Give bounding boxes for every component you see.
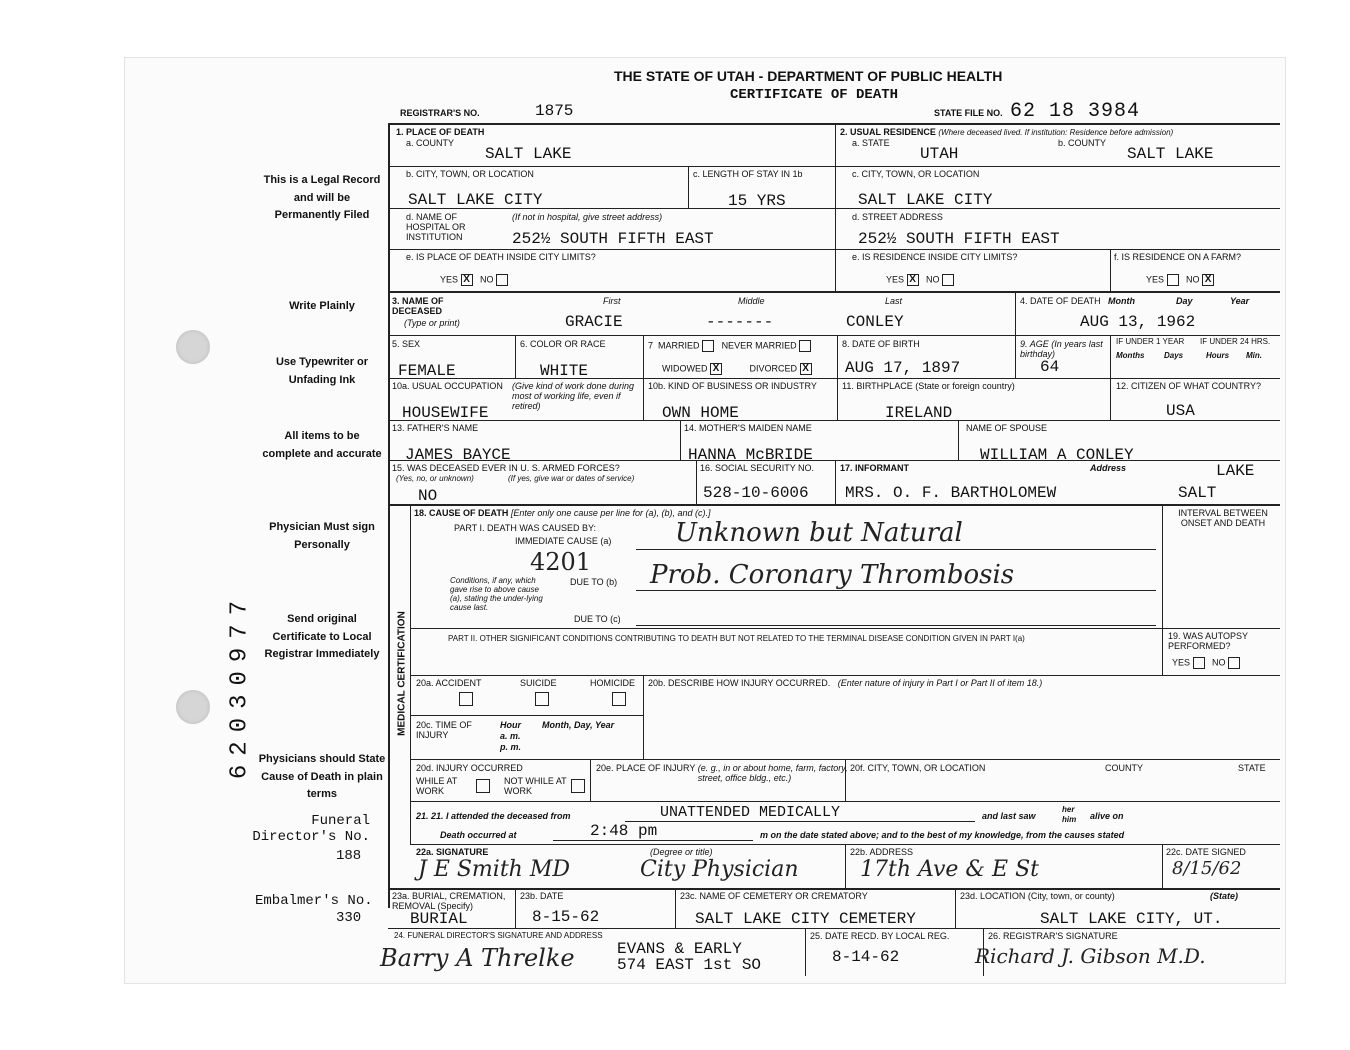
medical-certification-label: MEDICAL CERTIFICATION xyxy=(396,611,408,736)
cause-a: Unknown but Natural xyxy=(675,518,963,548)
race-label: COLOR OR RACE xyxy=(530,339,606,349)
cause-b: Prob. Coronary Thrombosis xyxy=(650,560,1015,590)
occurred-at-label: Death occurred at xyxy=(440,830,517,840)
date-of-death-label: DATE OF DEATH xyxy=(1030,296,1101,306)
citizen-label: 12. CITIZEN OF WHAT COUNTRY? xyxy=(1116,381,1262,391)
hour-label: Hour xyxy=(500,720,521,730)
cemetery-label: 23c. NAME OF CEMETERY OR CREMATORY xyxy=(680,891,868,901)
describe-note: (Enter nature of injury in Part I or Part II of item 18.) xyxy=(837,678,1043,688)
not-work-checkbox[interactable] xyxy=(571,779,585,798)
registrar-no-label: REGISTRAR'S NO. xyxy=(400,108,480,118)
side-note-write: Write Plainly xyxy=(289,300,355,312)
birthplace-label: 11. BIRTHPLACE (State or foreign country) xyxy=(842,381,1015,391)
sex-label: SEX xyxy=(402,339,421,349)
due-to-c-label: DUE TO (c) xyxy=(574,614,621,624)
middle-name: ------- xyxy=(706,313,774,331)
cemetery-name: SALT LAKE CITY CEMETERY xyxy=(695,910,916,928)
him-label: him xyxy=(1062,815,1077,824)
first-name: GRACIE xyxy=(565,313,623,331)
registrar-no: 1875 xyxy=(535,102,574,120)
punch-hole xyxy=(176,690,210,724)
conditions-note: Conditions, if any, which gave rise to above cause (a), stating the under-lying cause last. xyxy=(450,576,543,612)
physician-title: City Physician xyxy=(640,857,799,882)
min-label: Min. xyxy=(1246,351,1262,360)
not-work-label: NOT WHILE AT WORK xyxy=(504,776,567,796)
suicide-checkbox[interactable] xyxy=(535,692,549,711)
birth-label: DATE OF BIRTH xyxy=(852,339,920,349)
days-label: Days xyxy=(1164,351,1184,360)
forces-label: 15. WAS DECEASED EVER IN U. S. ARMED FORCES? xyxy=(392,463,620,473)
registrar-signature: Richard J. Gibson M.D. xyxy=(975,944,1206,968)
business: OWN HOME xyxy=(662,404,739,422)
city-label: b. CITY, TOWN, OR LOCATION xyxy=(406,169,534,179)
immediate-cause-label: IMMEDIATE CAUSE (a) xyxy=(515,536,612,546)
mother-label: 14. MOTHER'S MAIDEN NAME xyxy=(684,423,812,433)
physician-signature: J E Smith MD xyxy=(418,857,571,882)
knowledge-statement: m on the date stated above; and to the best of my knowledge, from the causes stated xyxy=(760,830,1125,840)
accident-label: 20a. ACCIDENT xyxy=(416,678,482,688)
date-of-birth: AUG 17, 1897 xyxy=(845,359,961,377)
date-signed-label: 22c. DATE SIGNED xyxy=(1166,847,1246,857)
burial-type: BURIAL xyxy=(410,910,468,928)
street-label: d. STREET ADDRESS xyxy=(852,212,943,222)
age: 64 xyxy=(1040,358,1060,376)
death-county: SALT LAKE xyxy=(485,145,572,163)
informant-label: 17. INFORMANT xyxy=(840,463,910,473)
spouse-label: NAME OF SPOUSE xyxy=(966,423,1048,433)
state-file-label: STATE FILE NO. xyxy=(934,108,1003,118)
mdy-label: Month, Day, Year xyxy=(542,720,615,730)
vertical-serial-no: 62030977 xyxy=(226,591,254,780)
day-label: Day xyxy=(1176,296,1193,306)
forces-note-2: (If yes, give war or dates of service) xyxy=(508,474,635,483)
injury-county-label: COUNTY xyxy=(1105,763,1143,773)
while-work-label: WHILE AT WORK xyxy=(416,776,458,796)
accident-checkbox[interactable] xyxy=(459,692,473,711)
res-city-label: c. CITY, TOWN, OR LOCATION xyxy=(852,169,980,179)
last-label: Last xyxy=(885,296,903,306)
spouse-name: WILLIAM A CONLEY xyxy=(980,446,1134,464)
burial-date-label: 23b. DATE xyxy=(520,891,564,901)
injury-state-label: STATE xyxy=(1238,763,1266,773)
place-of-death-label: PLACE OF DEATH xyxy=(406,127,485,137)
autopsy-label: 19. WAS AUTOPSY PERFORMED? xyxy=(1168,631,1248,651)
burial-label: 23a. BURIAL, CREMATION, REMOVAL (Specify) xyxy=(392,891,506,911)
length-of-stay: 15 YRS xyxy=(728,192,786,210)
name-label: NAME OF DECEASED xyxy=(392,296,444,316)
page-subtitle: CERTIFICATE OF DEATH xyxy=(730,87,899,103)
date-received: 8-14-62 xyxy=(832,948,900,966)
forces-note: (Yes, no, or unknown) xyxy=(396,474,474,483)
am-label: a. m. xyxy=(500,731,521,741)
county-label: a. COUNTY xyxy=(406,138,455,148)
alive-on-label: alive on xyxy=(1090,811,1124,821)
occupation-note: (Give kind of work done during most of working life, even if retired) xyxy=(512,381,635,411)
year-label: Year xyxy=(1230,296,1250,306)
informant-name: MRS. O. F. BARTHOLOMEW xyxy=(845,484,1057,502)
pm-label: p. m. xyxy=(500,742,522,752)
funeral-director-sig-label: 24. FUNERAL DIRECTOR'S SIGNATURE AND ADDRESS xyxy=(394,931,603,940)
inside-city-checkboxes[interactable]: YES X NO xyxy=(440,274,508,286)
attended-label: 21. I attended the deceased from xyxy=(431,811,571,821)
res-inside-checkboxes[interactable]: YES X NO xyxy=(886,274,954,286)
punch-hole xyxy=(176,330,210,364)
death-city: SALT LAKE CITY xyxy=(408,191,543,209)
side-note-legal: This is a Legal Record and will be Permanently Filed xyxy=(263,174,381,221)
hospital-label: d. NAME OF HOSPITAL OR INSTITUTION xyxy=(406,212,466,242)
under1-label: IF UNDER 1 YEAR xyxy=(1116,337,1185,346)
side-note-typewriter: Use Typewriter or Unfading Ink xyxy=(275,356,369,386)
under24-label: IF UNDER 24 HRS. xyxy=(1200,337,1271,346)
registrar-signature-label: 26. REGISTRAR'S SIGNATURE xyxy=(988,931,1118,941)
her-label: her xyxy=(1062,805,1075,814)
autopsy-checkboxes[interactable]: YES NO xyxy=(1172,657,1240,669)
father-name: JAMES BAYCE xyxy=(405,446,511,464)
social-security-no: 528-10-6006 xyxy=(703,484,809,502)
physician-address-label: 22b. ADDRESS xyxy=(850,847,914,857)
date-signed: 8/15/62 xyxy=(1172,858,1242,879)
side-note-items: All items to be complete and accurate xyxy=(262,430,382,460)
hospital-note: (If not in hospital, give street address) xyxy=(512,212,663,222)
injury-occurred-label: 20d. INJURY OCCURRED xyxy=(416,763,523,773)
residence-street: 252½ SOUTH FIFTH EAST xyxy=(858,230,1060,248)
residence-state: UTAH xyxy=(920,145,959,163)
residence-county: SALT LAKE xyxy=(1127,145,1214,163)
time-of-injury-label: 20c. TIME OF INJURY xyxy=(416,720,472,740)
citizen: USA xyxy=(1166,402,1195,420)
embalmer-label: Embalmer's No. xyxy=(255,893,373,909)
interval-label: INTERVAL BETWEEN ONSET AND DEATH xyxy=(1178,508,1268,528)
time-of-death: 2:48 pm xyxy=(590,822,658,840)
embalmer-no: 330 xyxy=(336,910,362,926)
funeral-director-signature: Barry A Threlke xyxy=(380,944,575,972)
part2-label: PART II. OTHER SIGNIFICANT CONDITIONS CONTRIBUTING TO DEATH BUT NOT RELATED TO THE TERMINAL DISEASE CONDITION GIVEN IN PART I(a) xyxy=(448,634,1025,643)
sex: FEMALE xyxy=(398,362,456,380)
race: WHITE xyxy=(540,362,589,380)
occupation: HOUSEWIFE xyxy=(402,404,489,422)
business-label: 10b. KIND OF BUSINESS OR INDUSTRY xyxy=(648,381,817,391)
describe-label: 20b. DESCRIBE HOW INJURY OCCURRED. xyxy=(648,678,831,688)
address-label: Address xyxy=(1090,463,1127,473)
ssn-label: 16. SOCIAL SECURITY NO. xyxy=(700,463,815,473)
type-note: (Type or print) xyxy=(404,318,460,328)
marital-status-2[interactable]: WIDOWED X DIVORCED X xyxy=(662,363,812,375)
attended-from: UNATTENDED MEDICALLY xyxy=(660,804,841,821)
last-name: CONLEY xyxy=(846,313,904,331)
cause-code: 4201 xyxy=(530,548,592,576)
funeral-home-name: EVANS & EARLY xyxy=(617,940,742,958)
farm-checkboxes[interactable]: YES NO X xyxy=(1146,274,1214,286)
due-to-b-label: DUE TO (b) xyxy=(570,577,618,587)
place-of-injury-note: (e. g., in or about home, farm, factory, street, office bldg., etc.) xyxy=(697,763,848,783)
physician-address: 17th Ave & E St xyxy=(860,857,1039,882)
funeral-director-no: 188 xyxy=(336,848,362,864)
state-label: a. STATE xyxy=(852,138,890,148)
res-county-label: b. COUNTY xyxy=(1058,138,1107,148)
side-note-send: Send original Certificate to Local Registrar Immediately xyxy=(264,613,380,660)
side-note-physician-sign: Physician Must sign Personally xyxy=(269,521,375,551)
page-title: THE STATE OF UTAH - DEPARTMENT OF PUBLIC HEALTH xyxy=(614,68,1003,84)
months-label: Months xyxy=(1116,351,1145,360)
homicide-checkbox[interactable] xyxy=(612,692,626,711)
burial-date: 8-15-62 xyxy=(532,908,600,926)
location-state-label: (State) xyxy=(1210,891,1239,901)
last-saw-label: and last saw xyxy=(982,811,1036,821)
cause-note: [Enter only one cause per line for (a), (b), and (c).] xyxy=(510,508,711,518)
res-inside-label: e. IS RESIDENCE INSIDE CITY LIMITS? xyxy=(852,252,1018,262)
injury-city-label: 20f. CITY, TOWN, OR LOCATION xyxy=(850,763,986,773)
father-label: 13. FATHER'S NAME xyxy=(392,423,479,433)
received-label: 25. DATE RECD. BY LOCAL REG. xyxy=(810,931,950,941)
date-of-death: AUG 13, 1962 xyxy=(1080,313,1196,331)
hours-label: Hours xyxy=(1206,351,1230,360)
mother-name: HANNA McBRIDE xyxy=(688,446,813,464)
informant-address-2: SALT xyxy=(1178,484,1217,502)
inside-city-label: e. IS PLACE OF DEATH INSIDE CITY LIMITS? xyxy=(406,252,596,262)
suicide-label: SUICIDE xyxy=(520,678,557,688)
part1-label: PART I. DEATH WAS CAUSED BY: xyxy=(454,523,597,533)
cause-label: 18. CAUSE OF DEATH xyxy=(414,508,509,518)
month-label: Month xyxy=(1108,296,1135,306)
while-work-checkbox[interactable] xyxy=(476,779,490,798)
residence-city: SALT LAKE CITY xyxy=(858,191,993,209)
middle-label: Middle xyxy=(738,296,765,306)
funeral-director-label: Funeral Director's No. xyxy=(252,813,370,845)
stay-label: c. LENGTH OF STAY IN 1b xyxy=(693,169,803,179)
farm-label: f. IS RESIDENCE ON A FARM? xyxy=(1114,252,1242,262)
informant-address-1: LAKE xyxy=(1216,462,1255,480)
first-label: First xyxy=(603,296,621,306)
residence-label: USUAL RESIDENCE xyxy=(850,127,936,137)
location-label: 23d. LOCATION (City, town, or county) xyxy=(960,891,1115,901)
signature-label: 22a. SIGNATURE xyxy=(416,847,489,857)
birthplace: IRELAND xyxy=(885,404,953,422)
hospital-address: 252½ SOUTH FIFTH EAST xyxy=(512,230,714,248)
burial-location: SALT LAKE CITY, UT. xyxy=(1040,910,1223,928)
occupation-label: USUAL OCCUPATION xyxy=(412,381,503,391)
funeral-home-address: 574 EAST 1st SO xyxy=(617,956,762,974)
side-note-physicians-cause: Physicians should State Cause of Death in plain terms xyxy=(258,753,386,800)
armed-forces: NO xyxy=(418,487,438,505)
degree-label: (Degree or title) xyxy=(650,847,713,857)
state-file-no: 62 18 3984 xyxy=(1010,100,1141,123)
place-of-injury-label: 20e. PLACE OF INJURY xyxy=(596,763,696,773)
homicide-label: HOMICIDE xyxy=(590,678,635,688)
marital-status[interactable]: 7 MARRIED NEVER MARRIED xyxy=(648,340,811,352)
age-label: AGE (In years last birthday) xyxy=(1020,339,1103,359)
